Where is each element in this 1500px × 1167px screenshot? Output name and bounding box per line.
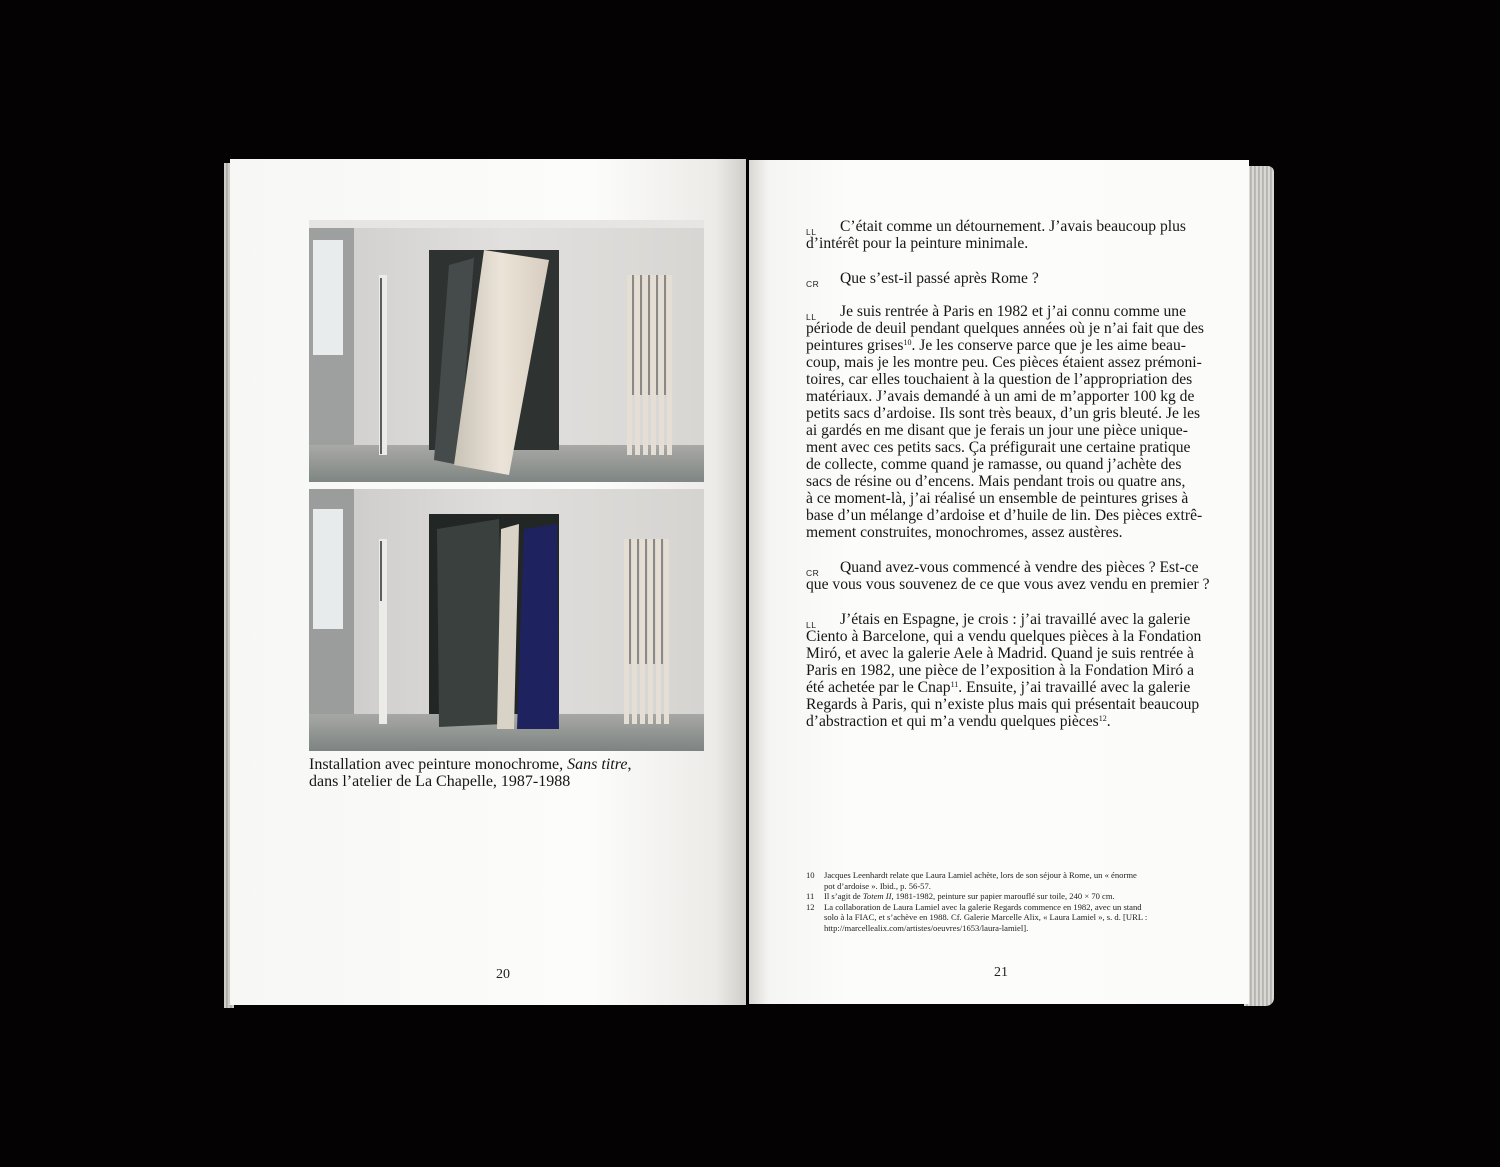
caption-line-2: dans l’atelier de La Chapelle, 1987-1988 <box>309 773 571 790</box>
footnote-fragment: , 1981-1982, peinture sur papier marouflé sur toile, 240 × 70 cm. <box>891 891 1115 901</box>
caption-text: Installation avec peinture monochrome, <box>309 756 568 773</box>
footnote-number: 11 <box>806 891 815 901</box>
text-fragment: été achetée par le Cnap <box>806 679 951 696</box>
footnote <box>806 870 1206 891</box>
text-line: d’intérêt pour la peinture minimale. <box>806 235 1029 252</box>
text-line <box>806 679 1206 696</box>
page-number-right: 21 <box>994 965 1008 980</box>
footnote-line: http://marcellealix.com/artistes/oeuvres/1653/laura-lamiel]. <box>824 922 1029 933</box>
speaker-label: CR <box>806 279 820 289</box>
text-line: matériaux. J’avais demandé à un ami de m’apporter 100 kg de <box>806 388 1195 405</box>
text-fragment: . Je les conserve parce que je les aime beau- <box>911 337 1186 354</box>
text-line: période de deuil pendant quelques années où je n’ai fait que des <box>806 320 1204 337</box>
text-line: J’étais en Espagne, je crois : j’ai travaillé avec la galerie <box>840 611 1191 628</box>
interview-block <box>806 270 1206 287</box>
speaker-label: LL <box>806 227 817 237</box>
text-line: ai gardés en me disant que je ferais un jour une pièce unique- <box>806 422 1188 439</box>
footnote-line <box>824 891 1206 902</box>
text-line: coup, mais je les montre peu. Ces pièces étaient assez prémoni- <box>806 354 1202 371</box>
text-line: Que s’est-il passé après Rome ? <box>840 270 1039 287</box>
footnote-line: Jacques Leenhardt relate que Laura Lamiel achète, lors de son séjour à Rome, un « énorme <box>824 870 1137 880</box>
text-line: que vous vous souvenez de ce que vous avez vendu en premier ? <box>806 576 1210 593</box>
page-number-left: 20 <box>496 967 510 982</box>
footnote <box>806 891 1206 902</box>
installation-photo-2 <box>309 489 704 751</box>
interview-block <box>806 303 1206 541</box>
text-fragment: peintures grises <box>806 337 904 354</box>
text-line <box>806 337 1206 354</box>
text-line: à ce moment-là, j’ai réalisé un ensemble de peintures grises à <box>806 490 1189 507</box>
text-line: C’était comme un détournement. J’avais beaucoup plus <box>840 218 1186 235</box>
installation-photo-1 <box>309 220 704 482</box>
interview-block <box>806 218 1206 252</box>
photo-caption <box>309 756 709 790</box>
text-line: de collecte, comme quand je ramasse, ou quand j’achète des <box>806 456 1182 473</box>
text-line: sacs de résine ou d’encens. Mais pendant trois ou quatre ans, <box>806 473 1186 490</box>
footnote <box>806 902 1206 934</box>
footnote-line: La collaboration de Laura Lamiel avec la galerie Regards commence en 1982, avec un stand <box>824 901 1142 912</box>
footnote-ref: 12 <box>1098 714 1107 723</box>
footnote-line: pot d’ardoise ». Ibid., p. 56-57. <box>824 880 931 891</box>
speaker-label: CR <box>806 568 820 578</box>
text-fragment: . Ensuite, j’ai travaillé avec la galerie <box>958 679 1191 696</box>
text-line: petits sacs d’ardoise. Ils sont très beaux, d’un gris bleuté. Je les <box>806 405 1201 422</box>
footnote-number: 10 <box>806 870 815 880</box>
text-line: Regards à Paris, qui n’existe plus mais qui présentait beaucoup <box>806 696 1200 713</box>
caption-title: Sans titre <box>567 756 628 773</box>
text-line: Quand avez-vous commencé à vendre des pièces ? Est-ce <box>840 559 1199 576</box>
text-fragment: . <box>1106 713 1111 730</box>
text-line <box>806 713 1206 730</box>
text-line: Miró, et avec la galerie Aele à Madrid. Quand je suis rentrée à <box>806 645 1194 662</box>
footnote-ref: 11 <box>950 680 959 689</box>
interview-block <box>806 559 1210 593</box>
text-line: Je suis rentrée à Paris en 1982 et j’ai connu comme une <box>840 303 1186 320</box>
speaker-label: LL <box>806 312 817 322</box>
text-line: base d’un mélange d’ardoise et d’huile de lin. Des pièces extrê- <box>806 507 1203 524</box>
footnote-fragment: Il s’agit de <box>824 891 863 901</box>
footnote-line: solo à la FIAC, et s’achève en 1988. Cf. Galerie Marcelle Alix, « Laura Lamiel », s. d. [URL : <box>824 912 1148 922</box>
caption-comma: , <box>627 756 632 773</box>
text-line: mement construites, monochromes, assez austères. <box>806 524 1123 541</box>
footnotes <box>806 870 1206 933</box>
text-fragment: d’abstraction et qui m’a vendu quelques pièces <box>806 713 1099 730</box>
footnote-title: Totem II <box>862 891 892 901</box>
text-line: Paris en 1982, une pièce de l’exposition à la Fondation Miró a <box>806 662 1195 679</box>
text-line: Ciento à Barcelone, qui a vendu quelques pièces à la Fondation <box>806 628 1202 645</box>
text-line: toires, car elles touchaient à la question de l’appropriation des <box>806 371 1193 388</box>
speaker-label: LL <box>806 620 817 630</box>
text-line: ment avec ces petits sacs. Ça préfigurait une certaine pratique <box>806 439 1191 456</box>
interview-block <box>806 611 1206 730</box>
footnote-number: 12 <box>806 901 815 912</box>
footnote-ref: 10 <box>903 338 912 347</box>
